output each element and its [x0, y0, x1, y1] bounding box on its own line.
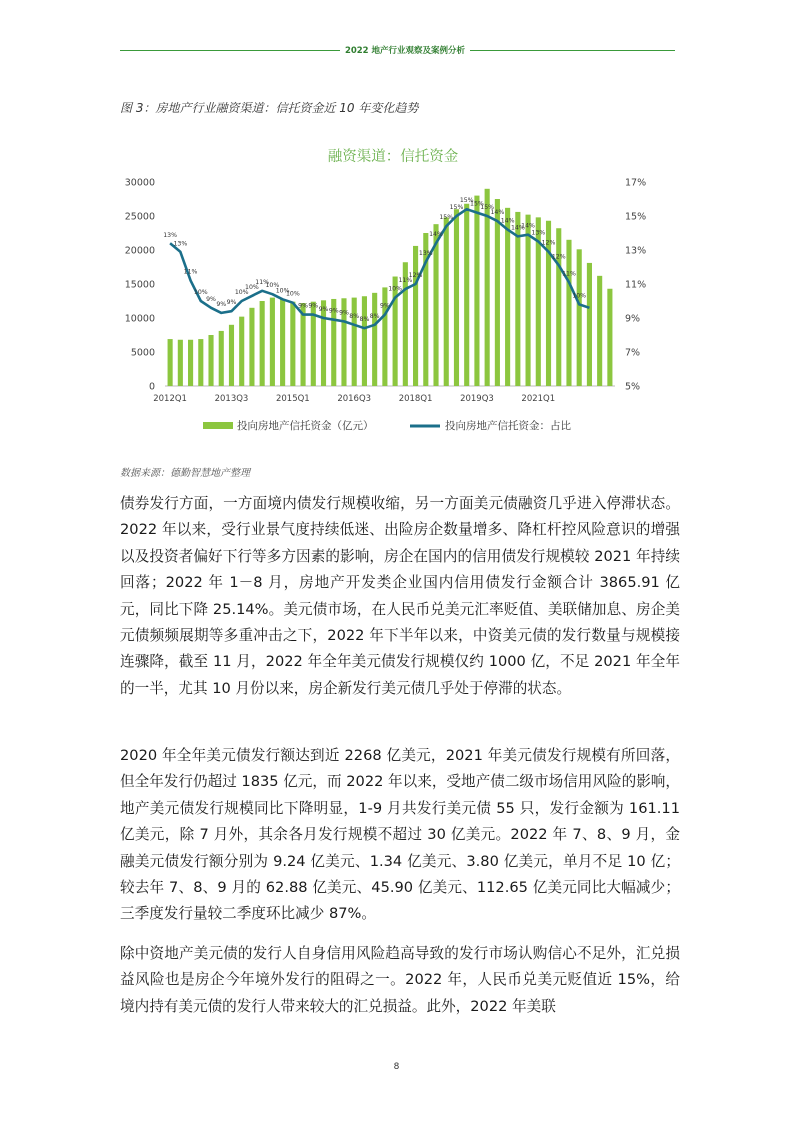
bar [485, 189, 490, 386]
right-tick-label: 5% [625, 381, 641, 393]
bar [270, 298, 275, 386]
data-label: 9% [328, 307, 339, 315]
figure-source: 数据来源：德勤智慧地产整理 [120, 468, 250, 479]
data-label: 9% [318, 306, 329, 313]
bar [198, 339, 203, 386]
left-tick-label: 30000 [124, 177, 155, 189]
paragraph-bond-issuance: 债券发行方面，一方面境内债发行规模收缩，另一方面美元债融资几乎进入停滞状态。2022 年以来，受行业景气度持续低迷、出险房企数量增多、降杠杆控风险意识的增强以及投资者偏好下行等多方因素的影响，房企在国内的信用债发行规模较 2021 年持续回落；2022 年 1－8 月，房地产开发类企业国内信用债发行金额合计 3865.91 亿元，同比下降 25.14%。美元债市场，在人民币兑美元汇率贬值、美联储加息、房企美元债频频展期等多重冲击之下，2022 年下半年以来，中资美元债的发行数量与规模接连骤降，截至 11 月，2022 年全年美元债发行规模仅约 1000 亿，不足 2021 年全年的一半，尤其 10 月份以来，房企新发行美元债几乎处于停滞的状态。 [120, 495, 680, 697]
bar [229, 325, 234, 386]
data-label: 9% [226, 299, 237, 307]
right-tick-label: 9% [625, 313, 641, 325]
legend-bar-label: 投向房地产信托资金（亿元） [237, 420, 374, 432]
data-label: 10% [193, 289, 208, 296]
paragraph-fx-risk: 除中资地产美元债的发行人自身信用风险趋高导致的发行市场认购信心不足外，汇兑损益风险也是房企今年境外发行的阻碍之一。2022 年，人民币兑美元贬值近 15%，给境内持有美元债的发行人带来较大的汇兑损益。此外，2022 年美联 [120, 945, 680, 1015]
left-tick-label: 0 [148, 381, 155, 393]
paragraph-usd-bonds: 2020 年全年美元债发行额达到近 2268 亿美元，2021 年美元债发行规模有所回落，但全年发行仍超过 1835 亿元，而 2022 年以来，受地产债二级市场信用风险的影响，地产美元债发行规模同比下降明显，1-9 月共发行美元债 55 只，发行金额为 161.11 亿美元，除 7 月外，其余各月发行规模不超过 30 亿美元。2022 年 7、8、9 月，金融美元债发行额分别为 9.24 亿美元、1.34 亿美元、3.80 亿美元，单月不足 10 亿；较去年 7、8、9 月的 62.88 亿美元、45.90 亿美元、112.65 亿美元同比大幅减少；三季度发行量较二季度环比减少 87%。 [120, 747, 680, 923]
data-label: 10% [265, 282, 280, 290]
right-tick-label: 13% [625, 245, 647, 257]
bar [362, 296, 367, 386]
data-label: 13% [531, 229, 546, 237]
header-rule-right [470, 50, 675, 51]
data-label: 9% [206, 295, 216, 303]
data-label: 14% [429, 231, 443, 239]
data-label: 14% [500, 217, 515, 225]
left-tick-label: 10000 [124, 313, 155, 325]
x-tick-label: 2013Q3 [214, 394, 249, 404]
bar [556, 228, 561, 386]
data-label: 11% [183, 268, 198, 276]
bar [454, 209, 459, 386]
data-label: 13% [173, 240, 188, 248]
bar [505, 208, 510, 386]
data-label: 8% [349, 312, 360, 320]
data-label: 10% [245, 283, 259, 291]
data-label: 9% [216, 300, 227, 308]
bar [444, 217, 449, 386]
data-label: 10% [572, 292, 587, 300]
bar [249, 308, 254, 386]
bar [474, 196, 479, 386]
bar [260, 301, 265, 386]
bar [413, 246, 418, 386]
bar [168, 339, 173, 386]
bar [188, 340, 193, 386]
bar [321, 300, 326, 386]
page-number: 8 [393, 1062, 400, 1072]
data-label: 10% [388, 285, 402, 293]
left-tick-label: 5000 [130, 347, 155, 359]
data-label: 11% [255, 278, 270, 286]
legend-bar-swatch [203, 422, 233, 429]
data-label: 14% [521, 222, 535, 230]
bar [495, 199, 500, 386]
data-label: 15% [459, 197, 474, 205]
right-tick-label: 7% [625, 347, 641, 359]
left-axis [125, 178, 155, 393]
data-label: 9% [298, 302, 308, 310]
data-label: 9% [308, 302, 319, 310]
chart-legend [203, 419, 571, 432]
data-label: 14% [490, 209, 505, 217]
bar [219, 331, 224, 386]
data-label: 10% [275, 287, 290, 295]
data-label: 10% [285, 290, 300, 298]
x-axis [153, 394, 555, 404]
x-tick-label: 2018Q1 [398, 394, 433, 404]
bar [280, 299, 285, 386]
left-tick-label: 20000 [124, 245, 155, 257]
bar [566, 240, 571, 386]
data-label: 12% [551, 253, 566, 261]
bar [597, 276, 602, 386]
right-axis [625, 178, 646, 393]
chart-title: 融资渠道：信托资金 [327, 149, 459, 165]
bar [372, 293, 377, 386]
left-tick-label: 25000 [124, 211, 155, 223]
right-tick-label: 11% [625, 279, 647, 291]
header-rule-left [120, 50, 340, 51]
data-label: 12% [541, 239, 556, 247]
x-tick-label: 2015Q1 [275, 394, 310, 404]
data-label: 8% [359, 316, 370, 324]
bar [464, 204, 469, 386]
bar [239, 317, 244, 386]
data-label: 11% [398, 277, 413, 285]
data-label: 13% [163, 232, 177, 240]
x-tick-label: 2021Q1 [521, 394, 556, 404]
data-label: 14% [510, 224, 525, 232]
bar [587, 263, 592, 386]
figure-caption: 图 3：房地产行业融资渠道：信托资金近 10 年变化趋势 [120, 101, 419, 115]
left-tick-label: 15000 [124, 279, 155, 291]
right-tick-label: 15% [625, 211, 647, 223]
bar [607, 289, 612, 386]
bar [208, 335, 213, 386]
data-label: 13% [418, 249, 433, 257]
data-label: 11% [562, 270, 576, 278]
header-title: 2022 地产行业观察及案例分析 [344, 46, 466, 56]
x-tick-label: 2019Q3 [460, 394, 494, 404]
data-label: 8% [369, 312, 380, 320]
data-label: 10% [234, 289, 249, 296]
bar [515, 212, 520, 386]
bar [352, 298, 357, 386]
bar [577, 249, 582, 386]
bar [526, 215, 531, 386]
right-tick-label: 17% [625, 177, 647, 189]
data-label: 15% [449, 204, 464, 211]
data-label: 15% [470, 200, 484, 208]
bar [178, 340, 183, 386]
data-label: 9% [379, 302, 390, 310]
data-label: 15% [480, 204, 495, 211]
data-label: 12% [408, 272, 423, 279]
x-tick-label: 2016Q3 [337, 394, 372, 404]
trust-fund-chart [115, 140, 660, 445]
bar [393, 277, 398, 386]
legend-line-label: 投向房地产信托资金：占比 [445, 420, 571, 432]
x-tick-label: 2012Q1 [153, 394, 187, 404]
data-label: 9% [339, 309, 349, 317]
data-label: 15% [439, 214, 454, 222]
bar [290, 302, 295, 386]
